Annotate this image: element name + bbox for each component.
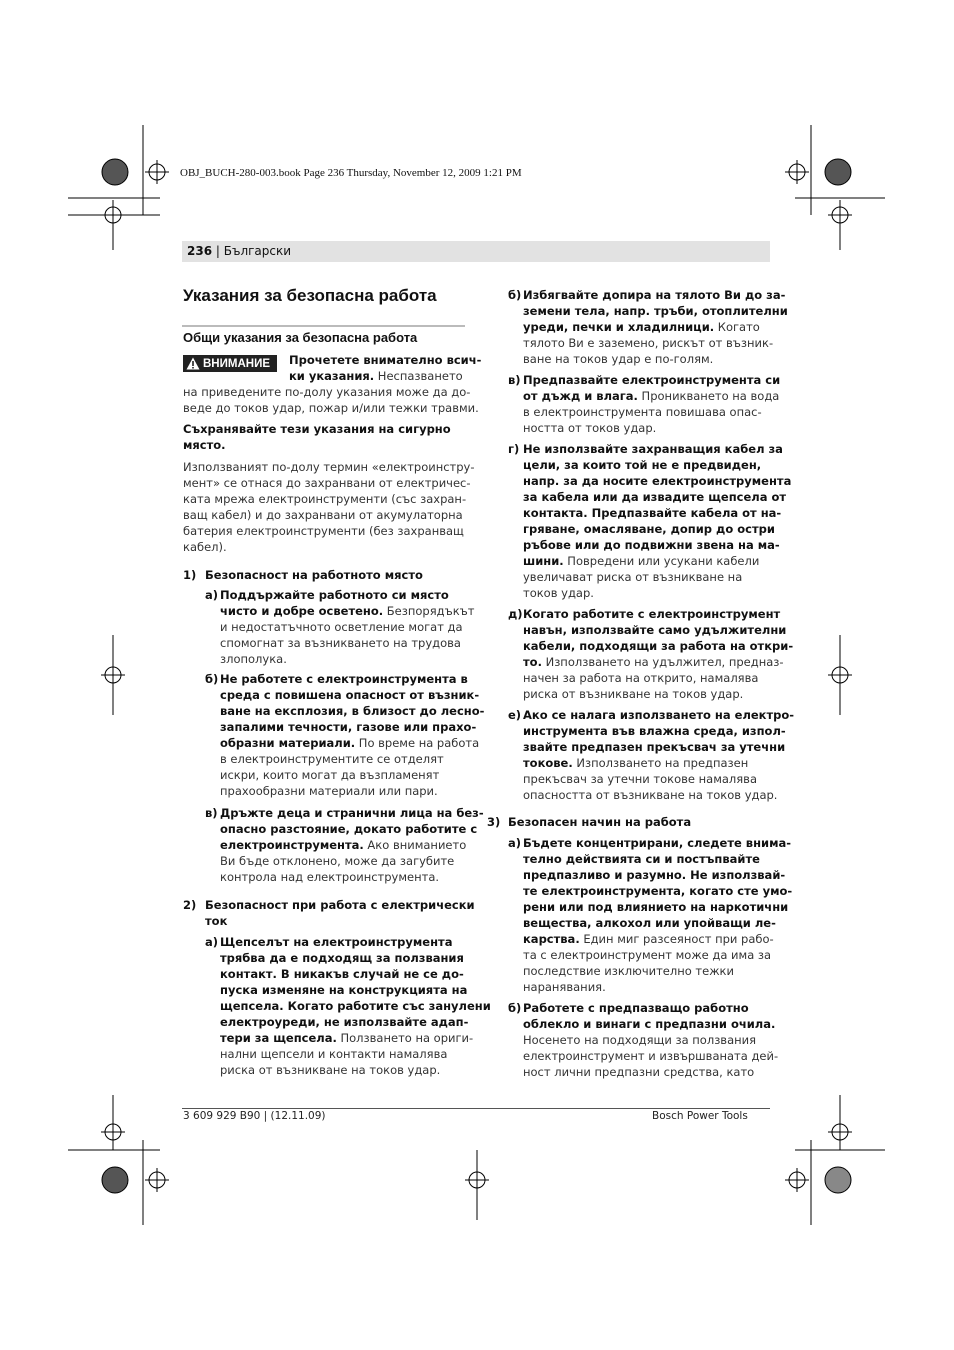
item-text-line xyxy=(523,787,778,803)
bold-text: Щепселът на електроинструмента xyxy=(220,935,453,949)
item-text-line xyxy=(220,635,470,651)
bold-text: за кабела или да извадите щепсела от xyxy=(523,490,787,504)
item-text-line xyxy=(523,835,792,851)
item-text-line xyxy=(220,998,491,1014)
bold-text: среда с повишена опасност от възник- xyxy=(220,688,480,702)
item-text-line xyxy=(220,783,470,799)
item-text-line xyxy=(220,767,470,783)
body-text: тялото Ви е заземено, рискът от възник- xyxy=(523,336,774,350)
item-text-line xyxy=(523,963,773,979)
item-text-line xyxy=(523,537,780,553)
body-text: ността от токов удар. xyxy=(523,421,657,435)
warning-badge xyxy=(183,355,277,372)
item-text-line xyxy=(523,351,773,367)
item-label: б) xyxy=(508,1001,522,1015)
item-text-line xyxy=(523,723,786,739)
page-header xyxy=(187,244,291,258)
body-text: мент» се отнася до захранвани от електричес- xyxy=(183,476,471,490)
warning-triangle-icon xyxy=(186,357,200,370)
body-text: ване на токов удар е по-голям. xyxy=(523,352,714,366)
body-text: увеличават риска от възникване на xyxy=(523,570,743,584)
bold-text: напр. за да носите електроинструмента xyxy=(523,474,792,488)
body-text: риска от възникване на токов удар. xyxy=(523,687,744,701)
item-text-line xyxy=(523,622,787,638)
header-separator: | xyxy=(212,244,224,258)
bold-text: Избягвайте допира на тялото Ви до за- xyxy=(523,288,786,302)
keep-instructions-line xyxy=(183,437,468,453)
bold-text: контакта. Предпазвайте кабела от на- xyxy=(523,506,782,520)
item-text-line xyxy=(523,1000,773,1016)
item-label: в) xyxy=(205,806,218,820)
item-text-line xyxy=(523,303,788,319)
item-text-line xyxy=(220,1014,470,1030)
section-subtitle: Общи указания за безопасна работа xyxy=(183,330,418,345)
bold-text: от дъжд и влага. xyxy=(523,389,638,403)
item-text-line xyxy=(523,899,789,915)
item-text-line xyxy=(523,372,781,388)
body-text: ност лични предпазни средства, като xyxy=(523,1065,755,1079)
item-text-line xyxy=(523,388,780,404)
item-text-line xyxy=(220,619,470,635)
body-text: веде до токов удар, пожар и/или тежки травми. xyxy=(183,401,479,415)
body-text: спомогнат за възникването на трудова xyxy=(220,636,461,650)
item-text-line xyxy=(220,1046,470,1062)
bold-text: запалими течности, газове или прахо- xyxy=(220,720,477,734)
bold-text: Безопасност на работното място xyxy=(205,568,423,582)
body-text: кабел). xyxy=(183,540,227,554)
bold-text: ръбове или до подвижни звена на ма- xyxy=(523,538,780,552)
item-text-line xyxy=(523,915,776,931)
body-text: Ви бъде отклонено, може да загубите xyxy=(220,854,455,868)
body-text: злополука. xyxy=(220,652,287,666)
item-text-line xyxy=(220,651,470,667)
term-definition-line xyxy=(183,475,471,491)
body-text: Повредени или усукани кабели xyxy=(563,554,760,568)
item-text-line xyxy=(523,686,773,702)
bold-text: облекло и винаги с предпазни очила. xyxy=(523,1017,776,1031)
body-text: Един миг разсеяност при рабо- xyxy=(579,932,774,946)
item-text-line xyxy=(523,931,773,947)
item-text-line xyxy=(523,404,773,420)
section-heading-line xyxy=(205,567,475,583)
item-text-line xyxy=(220,966,470,982)
bold-text: карства. xyxy=(523,932,580,946)
bold-text: чисто и добре осветено. xyxy=(220,604,384,618)
bold-text: щепсела. Когато работите със занулени xyxy=(220,999,491,1013)
body-text: нални щепсели и контакти намалява xyxy=(220,1047,448,1061)
bold-text: предпазливо и разумно. Не използвай- xyxy=(523,868,786,882)
body-text: искри, които могат да възпламенят xyxy=(220,768,440,782)
item-text-line xyxy=(523,1048,779,1064)
body-text: опасността от възникване на токов удар. xyxy=(523,788,778,802)
keep-instructions-line xyxy=(183,421,468,437)
bold-text: рени или под влиянието на наркотични xyxy=(523,900,789,914)
body-text: прекъсвач за утечни токове намалява xyxy=(523,772,758,786)
body-text: риска от възникване на токов удар. xyxy=(220,1063,441,1077)
bold-text: Поддържайте работното си място xyxy=(220,588,449,602)
bold-text: Предпазвайте електроинструмента си xyxy=(523,373,781,387)
item-text-line xyxy=(523,319,773,335)
bold-text: кабели, подходящи за работа на откри- xyxy=(523,639,794,653)
bold-text: гряване, омасляване, допир до остри xyxy=(523,522,775,536)
item-text-line xyxy=(220,1030,474,1046)
item-label: в) xyxy=(508,373,521,387)
bold-text: електроуреди, не използвайте адап- xyxy=(220,1015,469,1029)
item-label: е) xyxy=(508,708,522,722)
bold-text: Не използвайте захранващия кабел за xyxy=(523,442,783,456)
term-definition-line xyxy=(183,459,475,475)
bold-text: токове. xyxy=(523,756,573,770)
bold-text: опасно разстояние, докато работите с xyxy=(220,822,478,836)
item-text-line xyxy=(220,751,470,767)
item-text-line xyxy=(523,867,786,883)
body-text: Безпорядъкът xyxy=(383,604,475,618)
item-label: д) xyxy=(508,607,523,621)
item-label: а) xyxy=(205,588,219,602)
item-label: б) xyxy=(508,288,522,302)
bold-text: Прочетете внимателно всич- xyxy=(289,353,482,367)
item-text-line xyxy=(523,947,773,963)
bold-text: място. xyxy=(183,438,226,452)
body-text: в електроинструментите се отделят xyxy=(220,752,444,766)
item-text-line xyxy=(523,553,773,569)
item-label: б) xyxy=(205,672,219,686)
bold-text: Безопасен начин на работа xyxy=(508,815,692,829)
bold-text: то. xyxy=(523,655,542,669)
item-text-line xyxy=(523,521,773,537)
item-text-line xyxy=(220,671,470,687)
item-text-line xyxy=(220,869,470,885)
item-text-line xyxy=(523,654,784,670)
item-text-line xyxy=(220,587,470,603)
body-text: ката мрежа електроинструменти (със захран- xyxy=(183,492,467,506)
body-text: ващ кабел) и до захранвани от акумулаторна xyxy=(183,508,463,522)
bold-text: Не работете с електроинструмента в xyxy=(220,672,468,686)
body-text: По време на работа xyxy=(355,736,480,750)
warning-text-line xyxy=(183,384,473,400)
item-text-line xyxy=(220,603,475,619)
bold-text: Ако се налага използването на електро- xyxy=(523,708,795,722)
bold-text: трябва да е подходящ за ползвания xyxy=(220,951,464,965)
item-text-line xyxy=(523,739,786,755)
body-text: последствие изключително тежки xyxy=(523,964,734,978)
body-text: токов удар. xyxy=(523,586,594,600)
term-definition-line xyxy=(183,539,468,555)
bold-text: Работете с предпазващо работно xyxy=(523,1001,749,1015)
page-number: 236 xyxy=(187,244,213,258)
item-text-line xyxy=(523,335,773,351)
item-text-line xyxy=(220,719,477,735)
term-definition-line xyxy=(183,523,468,539)
body-text: Ползването на ориги- xyxy=(336,1031,474,1045)
item-text-line xyxy=(523,1064,773,1080)
body-text: контрола над електроинструмента. xyxy=(220,870,440,884)
bold-text: Дръжте деца и странични лица на без- xyxy=(220,806,484,820)
bold-text: Безопасност при работа с електрически xyxy=(205,898,475,912)
print-slug: OBJ_BUCH-280-003.book Page 236 Thursday, November 12, 2009 1:21 PM xyxy=(180,167,522,179)
header-language: Български xyxy=(223,244,292,258)
item-text-line xyxy=(523,585,773,601)
page-title: Указания за безопасна работа xyxy=(183,286,437,305)
bold-text: пуска изменяне на конструкцията на xyxy=(220,983,468,997)
item-text-line xyxy=(220,837,470,853)
bold-text: Когато работите с електроинструмент xyxy=(523,607,781,621)
bold-text: Съхранявайте тези указания на сигурно xyxy=(183,422,451,436)
bold-text: цели, за които той не е предвиден, xyxy=(523,458,762,472)
body-text: и недостатъчното осветление могат да xyxy=(220,620,463,634)
item-text-line xyxy=(523,505,782,521)
item-text-line xyxy=(220,853,470,869)
body-text: Използването на удължител, предназ- xyxy=(541,655,784,669)
item-text-line xyxy=(523,851,773,867)
term-definition-line xyxy=(183,507,468,523)
bold-text: електроинструмента. xyxy=(220,838,364,852)
item-text-line xyxy=(523,707,795,723)
item-text-line xyxy=(523,670,773,686)
body-text: батерия електроинструменти (без захранващ xyxy=(183,524,464,538)
section-heading-line xyxy=(205,897,475,913)
item-text-line xyxy=(523,441,783,457)
section-heading-line xyxy=(508,814,778,830)
body-text: Носенето на подходящи за ползвания xyxy=(523,1033,757,1047)
body-text: Неспазването xyxy=(374,369,463,383)
item-text-line xyxy=(523,1032,773,1048)
bold-text: Бъдете концентрирани, следете внима- xyxy=(523,836,792,850)
item-text-line xyxy=(523,1016,776,1032)
bold-text: уреди, печки и хладилници. xyxy=(523,320,715,334)
item-text-line xyxy=(220,982,470,998)
bold-text: телно действията си и постъпвайте xyxy=(523,852,760,866)
body-text: Проникването на вода xyxy=(637,389,780,403)
bold-text: ки указания. xyxy=(289,369,375,383)
bold-text: те електроинструмента, когато сте умо- xyxy=(523,884,793,898)
footer-doc-number: 3 609 929 B90 | (12.11.09) xyxy=(183,1110,326,1122)
item-text-line xyxy=(523,883,793,899)
item-text-line xyxy=(523,771,773,787)
body-text: начен за работа на открито, намалява xyxy=(523,671,759,685)
body-text: Използването на предпазен xyxy=(572,756,749,770)
item-text-line xyxy=(220,805,484,821)
bold-text: тери за щепсела. xyxy=(220,1031,337,1045)
section-number: 2) xyxy=(183,898,197,912)
item-text-line xyxy=(523,755,773,771)
item-label: а) xyxy=(508,836,522,850)
bold-text: звайте предпазен прекъсвач за утечни xyxy=(523,740,786,754)
item-text-line xyxy=(220,934,470,950)
item-text-line xyxy=(220,687,480,703)
item-text-line xyxy=(523,979,773,995)
bold-text: земени тела, напр. тръби, отоплителни xyxy=(523,304,788,318)
item-text-line xyxy=(220,735,480,751)
footer-brand: Bosch Power Tools xyxy=(652,1110,748,1122)
warning-text-line xyxy=(183,400,479,416)
item-label: а) xyxy=(205,935,219,949)
item-text-line xyxy=(220,821,478,837)
item-text-line xyxy=(220,1062,470,1078)
footer-rule xyxy=(182,1108,770,1109)
body-text: прахообразни материали или пари. xyxy=(220,784,438,798)
item-text-line xyxy=(523,473,792,489)
bold-text: навън, използвайте само удължителни xyxy=(523,623,787,637)
body-text: Ако вниманието xyxy=(363,838,467,852)
item-text-line xyxy=(523,606,781,622)
body-text: в електроинструмента повишава опас- xyxy=(523,405,762,419)
term-definition-line xyxy=(183,491,468,507)
body-text: на приведените по-долу указания може да до- xyxy=(183,385,471,399)
warning-badge-label: ВНИМАНИЕ xyxy=(203,357,271,370)
item-text-line xyxy=(523,287,786,303)
bold-text: инструмента във влажна среда, изпол- xyxy=(523,724,786,738)
bold-text: ване на експлозия, в близост до лесно- xyxy=(220,704,485,718)
item-text-line xyxy=(220,950,470,966)
item-text-line xyxy=(523,569,773,585)
bold-text: образни материали. xyxy=(220,736,356,750)
bold-text: контакт. В никакъв случай не се до- xyxy=(220,967,464,981)
body-text: наранявания. xyxy=(523,980,606,994)
item-text-line xyxy=(523,457,773,473)
bold-text: вещества, алкохол или упойващи ле- xyxy=(523,916,776,930)
item-text-line xyxy=(523,638,794,654)
body-text: Използваният по-долу термин «електроинстру- xyxy=(183,460,475,474)
body-text: та с електроинструмент може да има за xyxy=(523,948,772,962)
section-heading-line xyxy=(205,913,475,929)
item-text-line xyxy=(523,420,773,436)
bold-text: ток xyxy=(205,914,228,928)
subtitle-rule xyxy=(182,325,465,327)
item-text-line xyxy=(220,703,485,719)
item-label: г) xyxy=(508,442,520,456)
body-text: електроинструмент и извършваната дей- xyxy=(523,1049,779,1063)
bold-text: шини. xyxy=(523,554,564,568)
item-text-line xyxy=(523,489,787,505)
body-text: Когато xyxy=(714,320,760,334)
section-number: 3) xyxy=(487,815,501,829)
section-number: 1) xyxy=(183,568,197,582)
